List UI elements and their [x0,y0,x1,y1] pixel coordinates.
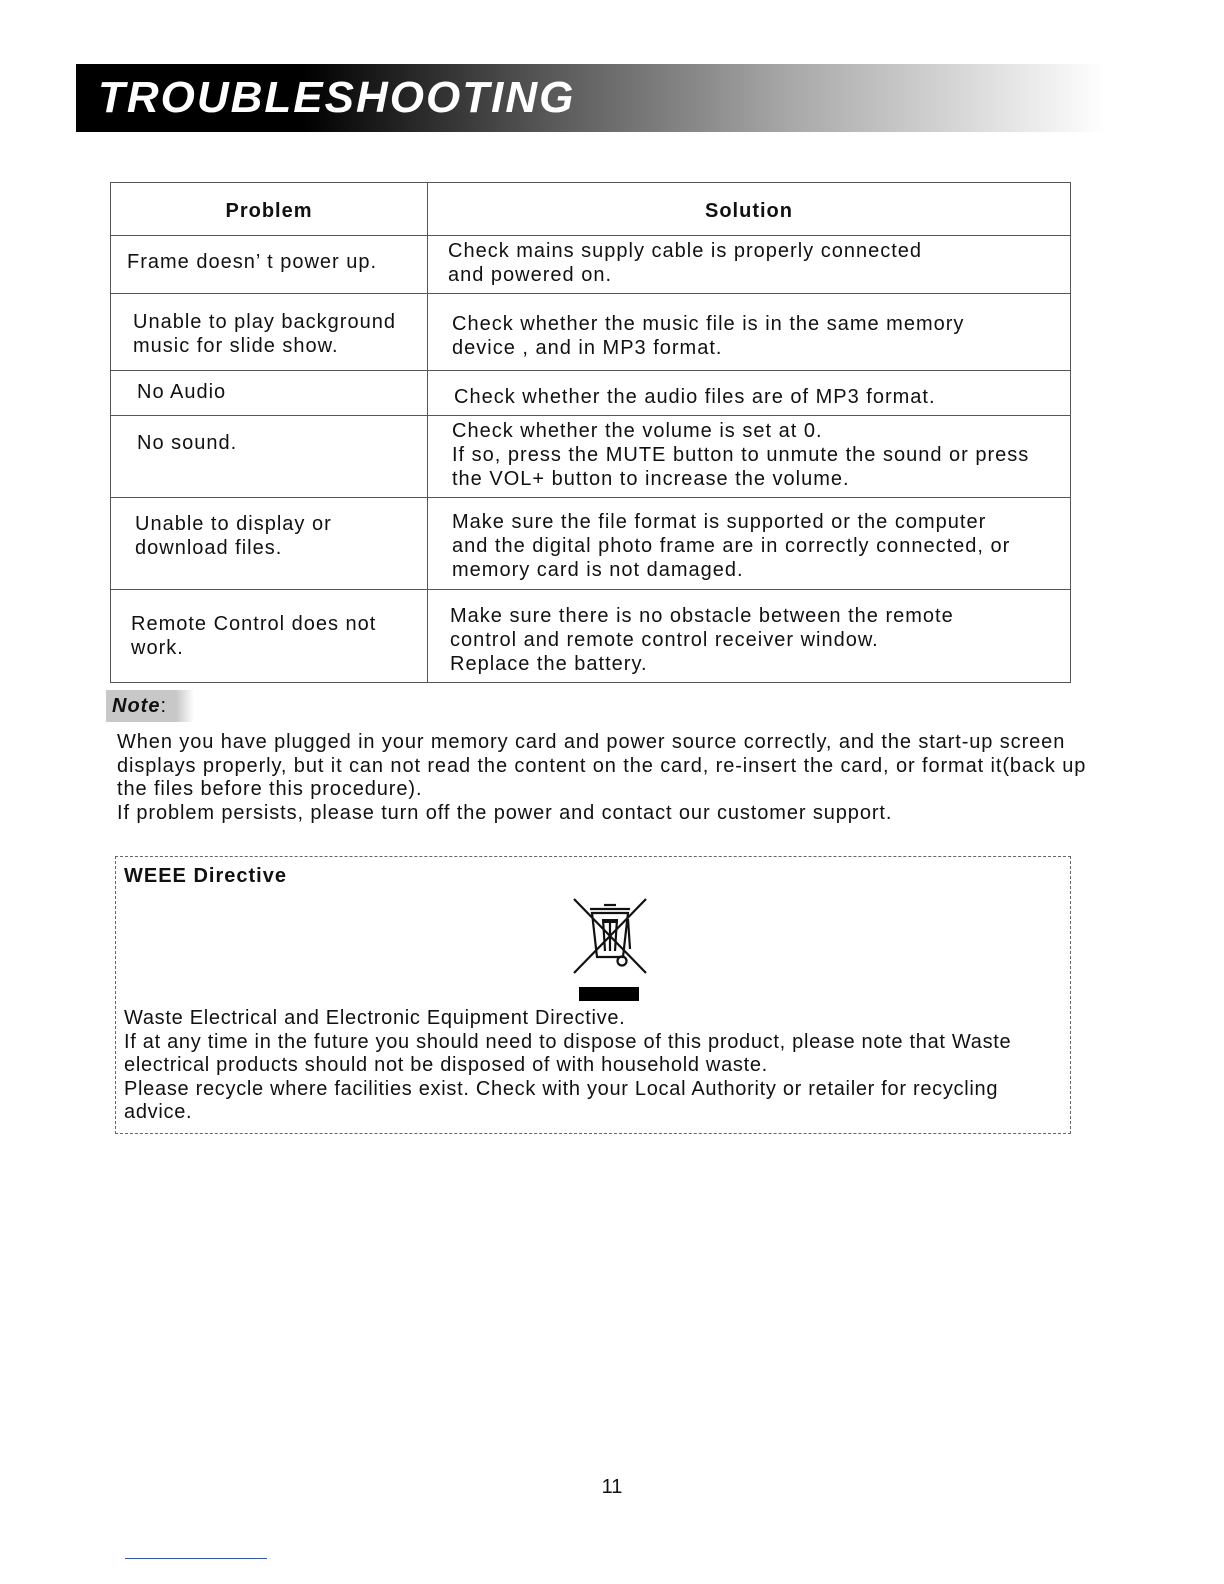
footer-divider [125,1558,267,1559]
table-row [111,590,1071,683]
problem-cell: No Audio [111,371,428,416]
solution-cell: Make sure the file format is supported or the computer and the digital photo frame are in correctly connected, or memory card is not damaged. [428,498,1071,590]
section-banner [76,64,1106,132]
problem-cell: Unable to play background music for slide show. [111,294,428,371]
table-header-row [111,183,1071,236]
solution-cell: Check mains supply cable is properly connected and powered on. [428,236,1071,294]
solution-cell: Check whether the volume is set at 0. If so, press the MUTE button to unmute the sound or press the VOL+ button to increase the volume. [428,416,1071,498]
solution-cell: Make sure there is no obstacle between the remote control and remote control receiver window. Replace the battery. [428,590,1071,683]
note-text: When you have plugged in your memory card and power source correctly, and the start-up screen displays properly, but it can not read the content on the card, re-insert the card, or format it(back up the files before this procedure). If problem persists, please turn off the power and contact our customer support. [117,731,1087,824]
weee-title: WEEE Directive [124,865,287,887]
note-label [106,690,194,722]
table-row [111,416,1071,498]
table-row [111,498,1071,590]
note-label-text: Note [112,695,161,717]
solution-column-header: Solution [428,183,1071,236]
problem-cell: Remote Control does not work. [111,590,428,683]
weee-text: Waste Electrical and Electronic Equipment Directive. If at any time in the future you should need to dispose of this product, please note that Waste electrical products should not be disposed of with household waste. Please recycle where facilities exist. Check with your Local Authority or retailer for recycling advice. [124,1007,1012,1123]
solution-cell: Check whether the music file is in the same memory device , and in MP3 format. [428,294,1071,371]
page-title: TROUBLESHOOTING [98,73,576,122]
note-colon: : [160,695,168,717]
weee-directive-box [115,856,1071,1134]
table-row [111,236,1071,294]
problem-cell: Frame doesn’ t power up. [111,236,428,294]
table-row [111,371,1071,416]
problem-column-header: Problem [111,183,428,236]
problem-cell: Unable to display or download files. [111,498,428,590]
problem-cell: No sound. [111,416,428,498]
table-row [111,294,1071,371]
page-number: 11 [601,1476,623,1498]
solution-cell: Check whether the audio files are of MP3 format. [428,371,1071,416]
crossed-out-wheelie-bin-icon [570,895,650,1007]
troubleshooting-table [110,182,1071,683]
